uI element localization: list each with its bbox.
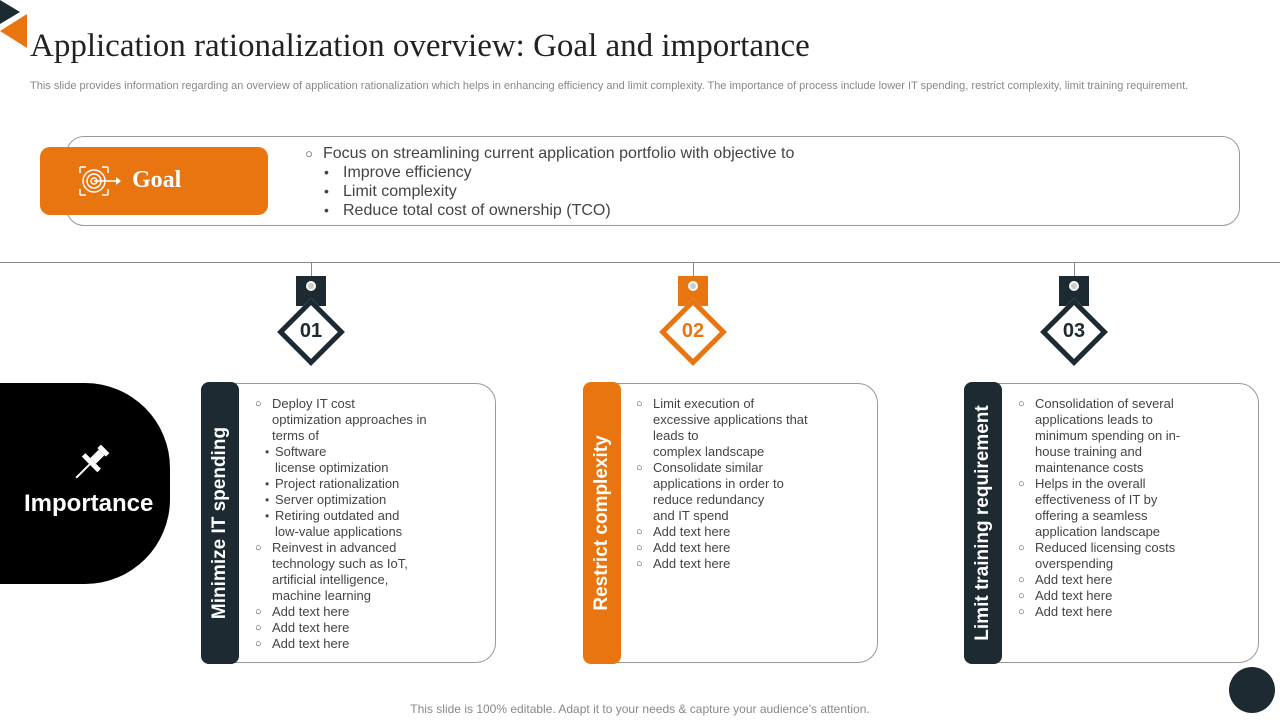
list-item-text: effectiveness of IT by bbox=[1035, 492, 1158, 507]
circle-bullet-icon: ○ bbox=[255, 398, 262, 410]
list-item-text: Add text here bbox=[272, 620, 350, 635]
list-item bbox=[1018, 524, 1253, 540]
bullet-spacer bbox=[255, 412, 272, 428]
list-item-text: applications in order to bbox=[653, 476, 784, 491]
bullet-icon: • bbox=[265, 477, 270, 491]
list-item bbox=[255, 556, 490, 572]
list-item bbox=[636, 540, 871, 556]
list-item bbox=[1018, 412, 1253, 428]
list-item bbox=[1018, 444, 1253, 460]
list-item-text: house training and bbox=[1035, 444, 1142, 459]
list-item-text: excessive applications that bbox=[653, 412, 808, 427]
list-item-text: Limit execution of bbox=[653, 396, 755, 411]
list-item bbox=[636, 428, 871, 444]
list-item bbox=[636, 476, 871, 492]
bullet-spacer bbox=[636, 476, 653, 492]
page-subtitle: This slide provides information regarding an overview of application rationalization which helps in enhancing efficiency and limit complexity. The importance of process include lower IT spending, restrict complexity, limit training requirement. bbox=[30, 80, 1189, 92]
list-item bbox=[1018, 588, 1253, 604]
bullet-spacer bbox=[265, 524, 275, 540]
list-item bbox=[255, 428, 490, 444]
circle-bullet-icon: ○ bbox=[255, 622, 262, 634]
list-item bbox=[636, 444, 871, 460]
bullet-spacer bbox=[636, 428, 653, 444]
list-item-text: low-value applications bbox=[275, 524, 403, 539]
list-item bbox=[255, 396, 490, 412]
list-item-text: complex landscape bbox=[653, 444, 765, 459]
list-item bbox=[636, 524, 871, 540]
circle-bullet-icon: ○ bbox=[636, 542, 643, 554]
list-item-text: Project rationalization bbox=[275, 476, 400, 491]
circle-bullet-icon: ○ bbox=[255, 638, 262, 650]
bullet-icon: • bbox=[324, 202, 329, 218]
list-item-text: Reinvest in advanced bbox=[272, 540, 397, 555]
corner-circle bbox=[1229, 667, 1275, 713]
list-item-text: and IT spend bbox=[653, 508, 729, 523]
list-item bbox=[1018, 396, 1253, 412]
bullet-spacer bbox=[255, 572, 272, 588]
connector-tick bbox=[311, 262, 312, 276]
list-item-text: Server optimization bbox=[275, 492, 387, 507]
list-item bbox=[636, 396, 871, 412]
card-list bbox=[636, 396, 871, 572]
bullet-spacer bbox=[1018, 460, 1035, 476]
list-item bbox=[255, 460, 490, 476]
corner-accent-orange bbox=[0, 14, 27, 48]
list-item-text: Consolidation of several bbox=[1035, 396, 1174, 411]
card-list bbox=[1018, 396, 1253, 620]
list-item-text: overspending bbox=[1035, 556, 1114, 571]
bullet-spacer bbox=[1018, 524, 1035, 540]
card-title: Limit training requirement bbox=[972, 405, 993, 641]
circle-bullet-icon: ○ bbox=[255, 542, 262, 554]
bullet-icon: • bbox=[324, 183, 329, 199]
bullet-icon: • bbox=[265, 509, 270, 523]
bullet-spacer bbox=[255, 428, 272, 444]
connector-tick bbox=[693, 262, 694, 276]
circle-bullet-icon: ○ bbox=[1018, 574, 1025, 586]
goal-label: Goal bbox=[132, 167, 182, 193]
bullet-spacer bbox=[1018, 556, 1035, 572]
circle-bullet-icon: ○ bbox=[1018, 590, 1025, 602]
list-item bbox=[255, 508, 490, 524]
list-item bbox=[1018, 428, 1253, 444]
circle-bullet-icon: ○ bbox=[636, 462, 643, 474]
list-item-text: Add text here bbox=[653, 524, 731, 539]
list-item bbox=[636, 556, 871, 572]
bullet-spacer bbox=[636, 412, 653, 428]
list-item bbox=[1018, 476, 1253, 492]
list-item bbox=[636, 508, 871, 524]
list-item-text: leads to bbox=[653, 428, 699, 443]
list-item-text: Consolidate similar bbox=[653, 460, 763, 475]
list-item bbox=[255, 412, 490, 428]
list-item bbox=[255, 572, 490, 588]
list-item bbox=[255, 604, 490, 620]
list-item bbox=[255, 636, 490, 652]
card-title: Restrict complexity bbox=[591, 435, 612, 611]
list-item bbox=[1018, 572, 1253, 588]
step-number: 02 bbox=[681, 320, 705, 342]
list-item-text: Add text here bbox=[272, 604, 350, 619]
list-item bbox=[255, 588, 490, 604]
goal-item: Limit complexity bbox=[343, 183, 457, 200]
circle-bullet-icon: ○ bbox=[255, 606, 262, 618]
circle-bullet-icon: ○ bbox=[636, 398, 643, 410]
bullet-icon: • bbox=[324, 164, 329, 180]
pin-dot bbox=[688, 281, 698, 291]
list-item bbox=[636, 460, 871, 476]
list-item bbox=[1018, 540, 1253, 556]
list-item-text: reduce redundancy bbox=[653, 492, 765, 507]
list-item bbox=[1018, 492, 1253, 508]
card-list bbox=[255, 396, 490, 652]
list-item bbox=[1018, 460, 1253, 476]
list-item-text: Retiring outdated and bbox=[275, 508, 400, 523]
list-item-text: Software bbox=[275, 444, 327, 459]
target-icon bbox=[78, 165, 122, 197]
list-item bbox=[255, 444, 490, 460]
list-item-text: Add text here bbox=[1035, 604, 1113, 619]
list-item-text: license optimization bbox=[275, 460, 389, 475]
list-item-text: Add text here bbox=[272, 636, 350, 651]
bullet-icon: • bbox=[265, 445, 270, 459]
list-item bbox=[1018, 556, 1253, 572]
page-title: Application rationalization overview: Goal and importance bbox=[30, 28, 810, 64]
bullet-spacer bbox=[636, 508, 653, 524]
list-item-text: Deploy IT cost bbox=[272, 396, 355, 411]
step-number: 01 bbox=[299, 320, 323, 342]
list-item-text: maintenance costs bbox=[1035, 460, 1144, 475]
card-title: Minimize IT spending bbox=[209, 426, 230, 620]
list-item bbox=[255, 476, 490, 492]
bullet-spacer bbox=[265, 460, 275, 476]
bullet-spacer bbox=[255, 556, 272, 572]
list-item-text: offering a seamless bbox=[1035, 508, 1148, 523]
list-item-text: application landscape bbox=[1035, 524, 1161, 539]
goal-item: Reduce total cost of ownership (TCO) bbox=[343, 202, 611, 219]
list-item-text: artificial intelligence, bbox=[272, 572, 389, 587]
pin-dot bbox=[1069, 281, 1079, 291]
goal-text bbox=[305, 144, 794, 220]
goal-item: Improve efficiency bbox=[343, 164, 472, 181]
list-item-text: minimum spending on in- bbox=[1035, 428, 1181, 443]
divider-line bbox=[0, 262, 1280, 263]
importance-label: Importance bbox=[24, 490, 154, 517]
list-item bbox=[255, 540, 490, 556]
goal-main: Focus on streamlining current application portfolio with objective to bbox=[323, 145, 795, 162]
list-item bbox=[1018, 508, 1253, 524]
footer-note: This slide is 100% editable. Adapt it to your needs & capture your audience’s attention. bbox=[410, 702, 870, 716]
circle-bullet-icon: ○ bbox=[305, 146, 313, 161]
circle-bullet-icon: ○ bbox=[1018, 606, 1025, 618]
circle-bullet-icon: ○ bbox=[1018, 398, 1025, 410]
list-item-text: applications leads to bbox=[1035, 412, 1153, 427]
list-item bbox=[1018, 604, 1253, 620]
bullet-spacer bbox=[1018, 428, 1035, 444]
list-item-text: machine learning bbox=[272, 588, 372, 603]
circle-bullet-icon: ○ bbox=[1018, 478, 1025, 490]
pushpin-icon bbox=[68, 440, 114, 486]
bullet-spacer bbox=[1018, 444, 1035, 460]
list-item bbox=[636, 412, 871, 428]
list-item-text: optimization approaches in bbox=[272, 412, 427, 427]
list-item-text: Add text here bbox=[1035, 572, 1113, 587]
list-item-text: technology such as IoT, bbox=[272, 556, 408, 571]
bullet-icon: • bbox=[265, 493, 270, 507]
list-item-text: Add text here bbox=[653, 540, 731, 555]
list-item bbox=[255, 492, 490, 508]
bullet-spacer bbox=[636, 492, 653, 508]
step-number: 03 bbox=[1062, 320, 1086, 342]
pin-dot bbox=[306, 281, 316, 291]
bullet-spacer bbox=[1018, 412, 1035, 428]
bullet-spacer bbox=[1018, 508, 1035, 524]
bullet-spacer bbox=[1018, 492, 1035, 508]
list-item-text: Reduced licensing costs bbox=[1035, 540, 1176, 555]
circle-bullet-icon: ○ bbox=[1018, 542, 1025, 554]
list-item-text: Add text here bbox=[653, 556, 731, 571]
bullet-spacer bbox=[636, 444, 653, 460]
circle-bullet-icon: ○ bbox=[636, 526, 643, 538]
list-item-text: Add text here bbox=[1035, 588, 1113, 603]
circle-bullet-icon: ○ bbox=[636, 558, 643, 570]
connector-tick bbox=[1074, 262, 1075, 276]
list-item bbox=[255, 620, 490, 636]
list-item-text: Helps in the overall bbox=[1035, 476, 1146, 491]
bullet-spacer bbox=[255, 588, 272, 604]
list-item-text: terms of bbox=[272, 428, 319, 443]
list-item bbox=[255, 524, 490, 540]
list-item bbox=[636, 492, 871, 508]
